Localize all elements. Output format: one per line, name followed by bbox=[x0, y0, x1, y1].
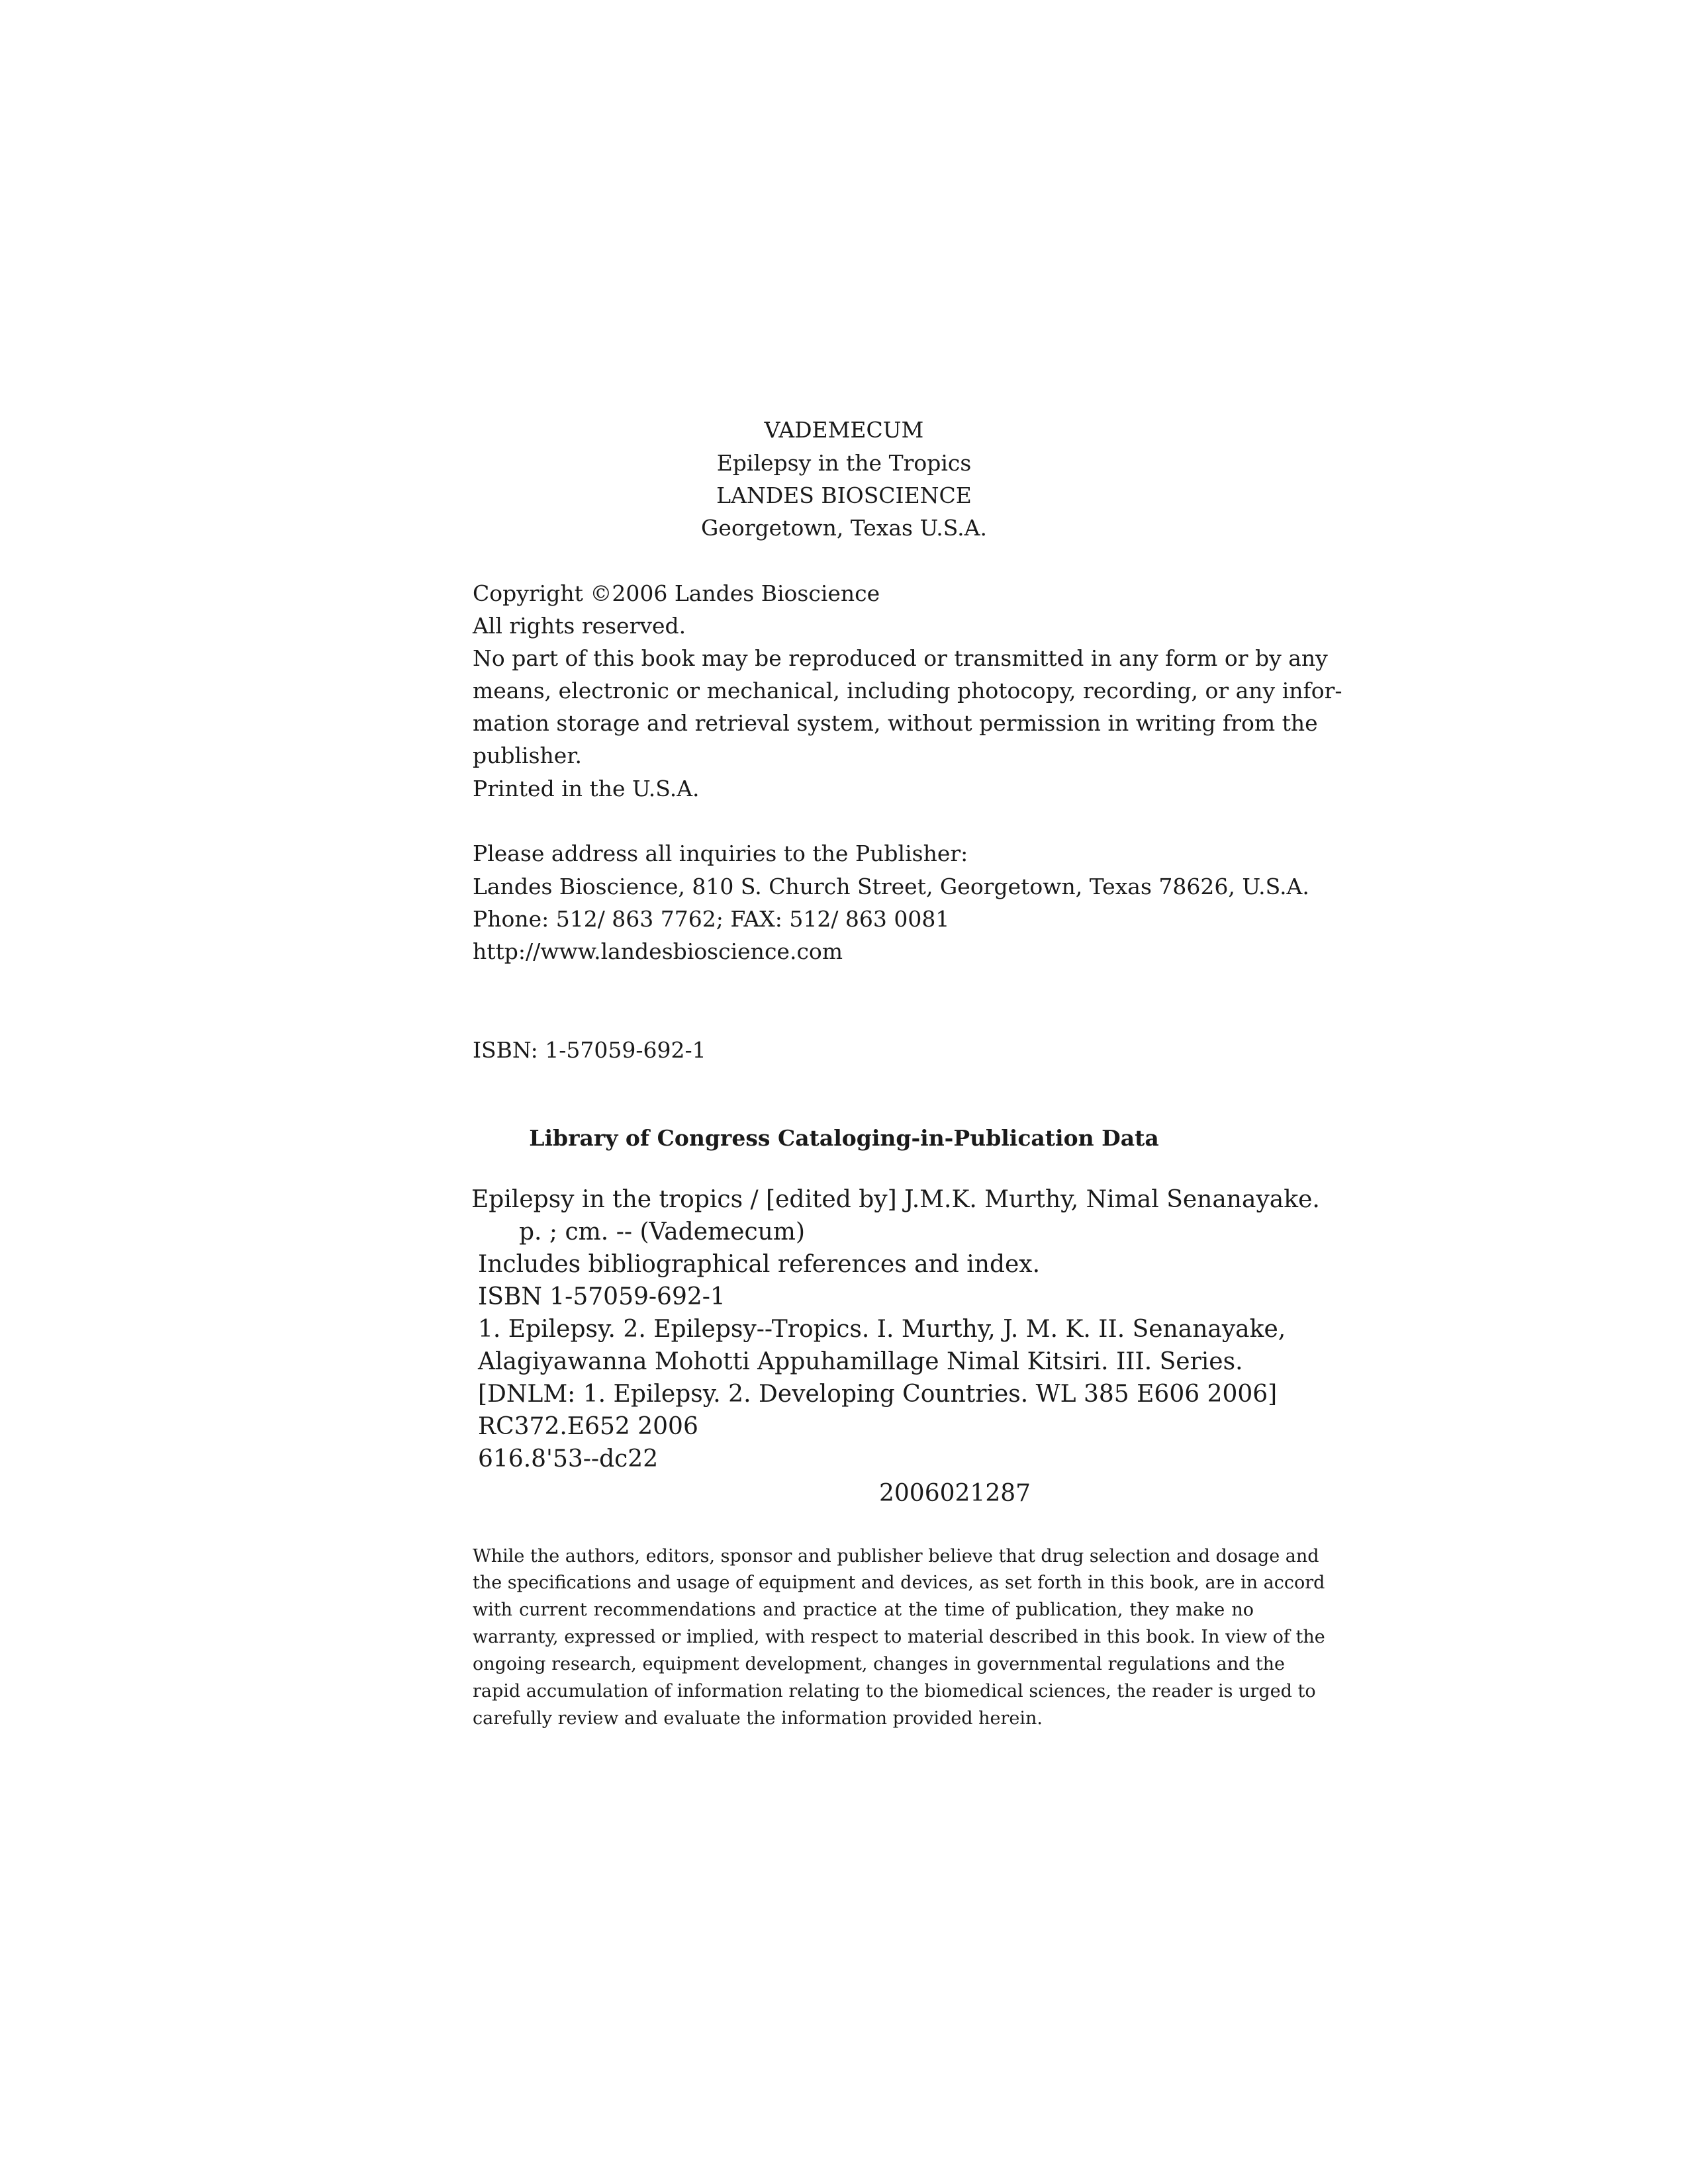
disclaimer-line: carefully review and evaluate the information provided herein. bbox=[473, 1708, 1043, 1729]
phone-fax: Phone: 512/ 863 7762; FAX: 512/ 863 0081 bbox=[473, 906, 950, 932]
publisher-location: Georgetown, Texas U.S.A. bbox=[701, 515, 987, 541]
cip-line: [DNLM: 1. Epilepsy. 2. Developing Countries. WL 385 E606 2006] bbox=[478, 1381, 1278, 1408]
book-title: Epilepsy in the Tropics bbox=[716, 450, 972, 476]
disclaimer-line: ongoing research, equipment development, changes in governmental regulations and the bbox=[473, 1654, 1286, 1674]
publisher-address: Landes Bioscience, 810 S. Church Street, Georgetown, Texas 78626, U.S.A. bbox=[473, 874, 1309, 899]
contact-intro: Please address all inquiries to the Publisher: bbox=[473, 841, 968, 866]
website-url: http://www.landesbioscience.com bbox=[473, 938, 843, 964]
isbn-line: ISBN: 1-57059-692-1 bbox=[473, 1037, 706, 1063]
cip-line: 616.8'53--dc22 bbox=[478, 1445, 659, 1473]
copyright-line: Copyright ©2006 Landes Bioscience bbox=[473, 580, 880, 606]
series-name: VADEMECUM bbox=[764, 417, 924, 443]
notice-line: publisher. bbox=[473, 743, 582, 768]
disclaimer-line: While the authors, editors, sponsor and publisher believe that drug selection and dosage and bbox=[473, 1546, 1319, 1567]
notice-line: No part of this book may be reproduced or transmitted in any form or by any bbox=[473, 645, 1328, 671]
lccn-number: 2006021287 bbox=[879, 1480, 1031, 1507]
cip-heading: Library of Congress Cataloging-in-Publication Data bbox=[529, 1125, 1159, 1151]
cip-line: Epilepsy in the tropics / [edited by] J.M.K. Murthy, Nimal Senanayake. bbox=[471, 1186, 1320, 1213]
cip-line: Alagiyawanna Mohotti Appuhamillage Nimal Kitsiri. III. Series. bbox=[478, 1348, 1243, 1375]
cip-line: RC372.E652 2006 bbox=[478, 1413, 698, 1440]
printed-line: Printed in the U.S.A. bbox=[473, 776, 700, 801]
disclaimer-line: rapid accumulation of information relating to the biomedical sciences, the reader is urged to bbox=[473, 1681, 1316, 1702]
publisher-name: LANDES BIOSCIENCE bbox=[716, 482, 972, 508]
disclaimer-line: the specifications and usage of equipment and devices, as set forth in this book, are in accord bbox=[473, 1572, 1325, 1593]
cip-line: Includes bibliographical references and index. bbox=[478, 1251, 1041, 1278]
notice-line: means, electronic or mechanical, including photocopy, recording, or any infor- bbox=[473, 678, 1342, 704]
disclaimer-line: warranty, expressed or implied, with respect to material described in this book. In view of the bbox=[473, 1627, 1325, 1647]
disclaimer-line: with current recommendations and practice at the time of publication, they make no bbox=[473, 1600, 1254, 1620]
cip-line: 1. Epilepsy. 2. Epilepsy--Tropics. I. Murthy, J. M. K. II. Senanayake, bbox=[478, 1316, 1286, 1343]
cip-line: ISBN 1-57059-692-1 bbox=[478, 1283, 726, 1310]
notice-line: mation storage and retrieval system, without permission in writing from the bbox=[473, 710, 1318, 736]
rights-line: All rights reserved. bbox=[473, 613, 686, 639]
cip-line: p. ; cm. -- (Vademecum) bbox=[519, 1218, 805, 1246]
